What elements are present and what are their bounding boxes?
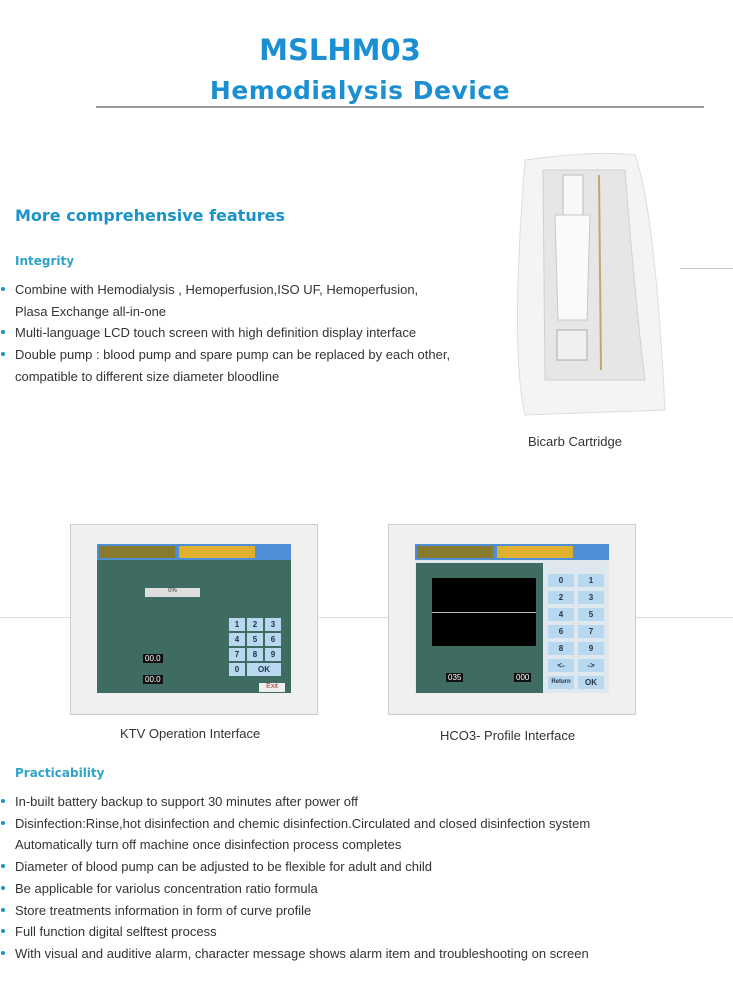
key[interactable]: 2: [247, 618, 263, 631]
key[interactable]: 6: [548, 625, 574, 638]
list-item: Double pump : blood pump and spare pump can be replaced by each other,: [0, 344, 450, 366]
key[interactable]: 6: [265, 633, 281, 646]
practicability-heading: Practicability: [15, 766, 105, 780]
list-item: Automatically turn off machine once disinfection process completes: [15, 837, 402, 853]
key[interactable]: ->: [578, 659, 604, 672]
bicarb-cartridge-image: [505, 150, 685, 422]
key[interactable]: 8: [548, 642, 574, 655]
integrity-heading: Integrity: [15, 254, 75, 268]
key[interactable]: <-: [548, 659, 574, 672]
device-caption: Bicarb Cartridge: [528, 434, 622, 449]
key[interactable]: 9: [578, 642, 604, 655]
list-item: compatible to different size diameter bloodline: [15, 368, 280, 384]
ktv-screen: [97, 544, 291, 693]
profile-chart: [432, 578, 536, 646]
key[interactable]: 9: [265, 648, 281, 661]
key[interactable]: 3: [578, 591, 604, 604]
keypad: [229, 618, 281, 676]
list-item: Full function digital selftest process: [0, 921, 590, 943]
section-title: More comprehensive features: [15, 206, 285, 225]
divider: [96, 106, 704, 108]
list-item: Be applicable for variolus concentration ratio formula: [0, 878, 590, 900]
key[interactable]: 1: [578, 574, 604, 587]
key[interactable]: 8: [247, 648, 263, 661]
value-display: 00.0: [145, 654, 161, 663]
key[interactable]: 0: [548, 574, 574, 587]
page-title: MSLHM03: [259, 33, 421, 67]
list-item: Plasa Exchange all-in-one: [15, 303, 167, 319]
list-item: Diameter of blood pump can be adjusted to be flexible for adult and child: [0, 856, 590, 878]
key[interactable]: 3: [265, 618, 281, 631]
ok-button[interactable]: OK: [578, 676, 604, 689]
progress-bar: 0%: [145, 588, 200, 597]
key[interactable]: 2: [548, 591, 574, 604]
key[interactable]: OK: [247, 663, 281, 676]
value-display: 00.0: [145, 675, 161, 684]
value-display: 000: [516, 673, 530, 682]
hco3-screen: [415, 544, 609, 693]
key[interactable]: 0: [229, 663, 245, 676]
key[interactable]: 5: [247, 633, 263, 646]
list-item: Multi-language LCD touch screen with high definition display interface: [0, 322, 450, 344]
list-item: Store treatments information in form of curve profile: [0, 900, 590, 922]
key[interactable]: 5: [578, 608, 604, 621]
list-item: In-built battery backup to support 30 minutes after power off: [0, 791, 590, 813]
hco3-caption: HCO3- Profile Interface: [440, 728, 576, 743]
ktv-caption: KTV Operation Interface: [120, 726, 261, 741]
connector-line: [680, 268, 733, 269]
return-button[interactable]: Return: [548, 676, 574, 689]
key[interactable]: 4: [548, 608, 574, 621]
list-item: With visual and auditive alarm, character message shows alarm item and troubleshooting on screen: [0, 943, 590, 965]
integrity-list: [0, 279, 450, 388]
list-item: Disinfection:Rinse,hot disinfection and chemic disinfection.Circulated and closed disinfection system: [0, 813, 590, 835]
value-display: 035: [448, 673, 462, 682]
key[interactable]: 7: [229, 648, 245, 661]
ktv-screen-frame: [70, 524, 318, 715]
key[interactable]: 1: [229, 618, 245, 631]
key[interactable]: 7: [578, 625, 604, 638]
exit-button[interactable]: Exit: [259, 683, 285, 692]
key[interactable]: 4: [229, 633, 245, 646]
page-subtitle: Hemodialysis Device: [209, 76, 511, 105]
list-item: Combine with Hemodialysis , Hemoperfusion,ISO UF, Hemoperfusion,: [0, 279, 450, 301]
keypad: [548, 574, 604, 689]
practicability-list: [0, 791, 590, 965]
hco3-screen-frame: [388, 524, 636, 715]
profile-panel: [416, 563, 543, 693]
